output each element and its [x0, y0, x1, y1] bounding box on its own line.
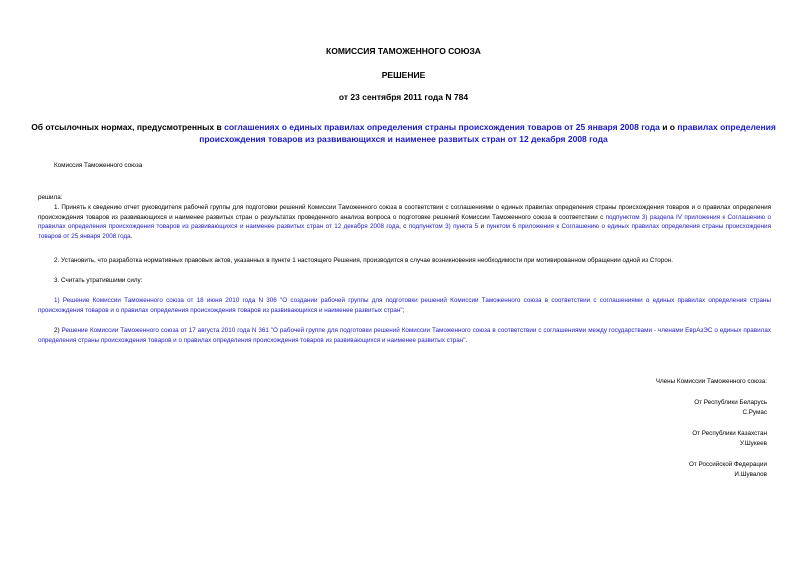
title-link-agreement-2008[interactable]: соглашениях о единых правилах определения страны происхождения товаров от 25 января 2008 года	[224, 122, 660, 132]
p1-link-subclause-3[interactable]: подпунктом 3) раздела IV приложения к Соглашению о правилах определения происхождения товаров из развивающихся и наименее развитых стран от 12 декабря 2008 года	[38, 213, 771, 231]
paragraph-1	[38, 203, 771, 241]
p1-link-point-5[interactable]: подпунктом 3) пункта 5	[408, 223, 479, 231]
title-text: Об отсылочных нормах, предусмотренных в	[31, 122, 225, 132]
paragraph-2: 2. Установить, что разработка нормативных правовых актов, указанных в пункте 1 настоящего Решения, производится в случае возникновения необходимости при мотивированном обращении одной из Сторон.	[54, 257, 673, 264]
signature-name: И.Шувалов	[734, 471, 767, 478]
paragraph-3: 3. Считать утратившими силу:	[54, 277, 143, 284]
signature-name: У.Шукеев	[739, 440, 767, 447]
document-title	[30, 121, 777, 145]
p4-link-decision-306[interactable]: Решение Комиссии Таможенного союза от 18 июня 2010 года N 306 "О создании рабочей группы для подготовки решений Комиссии Таможенного союза в соответствии с соглашениями о единых правилах определения страны происхождения товаров и о правилах определения происхождения товаров из развивающихся и наименее развитых стран"	[38, 297, 772, 314]
p5-text: .	[465, 336, 468, 344]
date-number: от 23 сентября 2011 года N 784	[338, 92, 469, 102]
p1-text: 1. Принять к сведению отчет руководителя рабочей группы для подготовки решений Комиссии Таможенного союза в соответствии с соглашениями о единых правилах определения страны происхождения товаров и о правилах определения происхождения товаров из развивающихся и наименее развитых стран о результатах проведенного анализа вопроса о подготовке решений Комиссии Таможенного союза в соответствии с	[38, 204, 771, 221]
decided-line: решила:	[38, 194, 63, 201]
signature-name: С.Румас	[742, 409, 767, 416]
p5-link-decision-361[interactable]: Решение Комиссии Таможенного союза от 17 августа 2010 года N 361 "О рабочей группе для подготовки решений Комиссии Таможенного союза в соответствии с соглашениями между государствами - членами ЕврАзЭС о единых правилах определения страны происхождения товаров и о правилах определения происхождения товаров из развивающихся и наименее развитых стран"	[38, 327, 771, 344]
signature-country: От Республики Беларусь	[694, 399, 767, 406]
commission-line: Комиссия Таможенного союза	[54, 162, 143, 169]
p1-text: , с	[399, 223, 409, 231]
paragraph-5	[38, 326, 771, 345]
p4-text: ;	[402, 306, 405, 314]
title-link-rules-2008[interactable]: правилах определения происхождения товаров из развивающихся и наименее развитых стран от 12 декабря 2008 года	[199, 122, 776, 144]
title-text: и о	[659, 122, 678, 132]
signature-country: От Российской Федерации	[688, 461, 767, 468]
signatures-heading: Члены Комиссии Таможенного союза:	[655, 378, 767, 385]
signature-country: От Республики Казахстан	[692, 430, 767, 437]
p5-number: 2)	[54, 327, 62, 334]
p1-link-point-6[interactable]: пунктом 6 приложения к Соглашению о единых правилах определения страны происхождения товаров от 25 января 2008 года	[38, 223, 771, 240]
p4-number: 1)	[54, 297, 63, 304]
doc-type-heading: РЕШЕНИЕ	[381, 70, 426, 80]
org-heading: КОМИССИЯ ТАМОЖЕННОГО СОЮЗА	[326, 46, 481, 56]
paragraph-4	[38, 296, 771, 315]
p1-text: .	[130, 232, 133, 240]
p1-text: и	[478, 223, 487, 231]
